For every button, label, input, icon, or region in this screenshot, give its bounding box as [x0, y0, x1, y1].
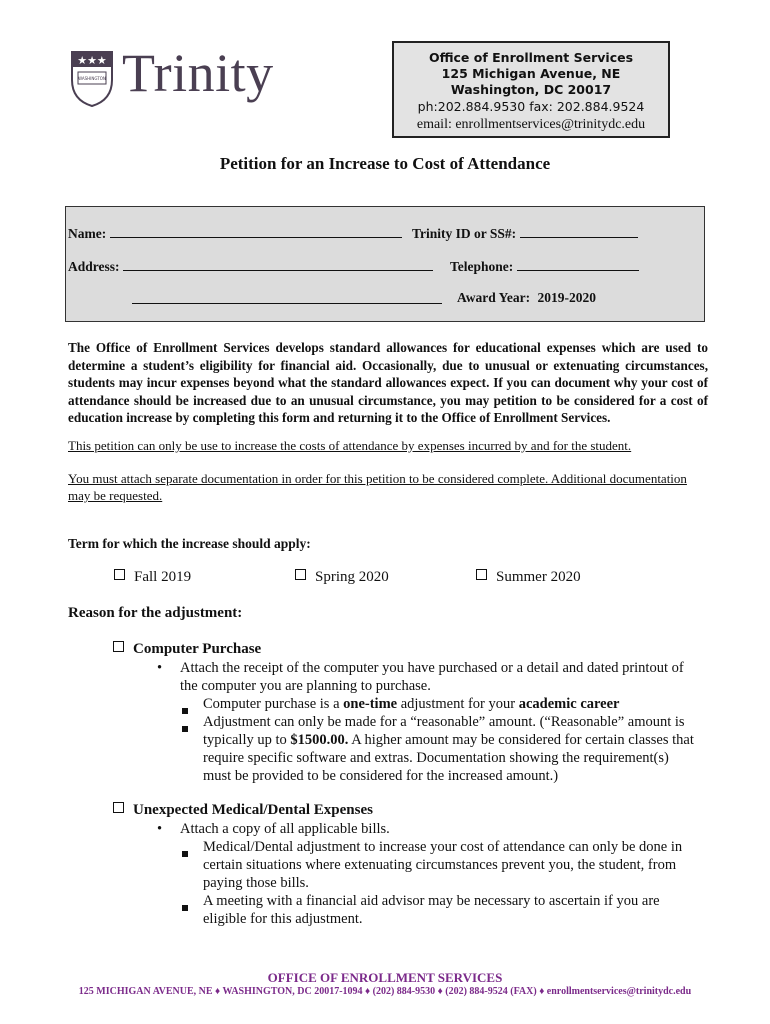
term-heading: Term for which the increase should apply: — [68, 536, 311, 551]
computer-bullet: Attach the receipt of the computer you have purchased or a detail and dated printout of the computer you are planning to purchase. — [180, 660, 684, 694]
footer-office: OFFICE OF ENROLLMENT SERVICES — [267, 970, 503, 985]
reason-computer[interactable] — [113, 641, 261, 658]
crest-icon — [70, 50, 114, 108]
note-student-expenses: This petition can only be use to increase the costs of attendance by expenses incurred by and for the student. — [68, 438, 632, 453]
medical-sub2-text: A meeting with a financial aid advisor may be necessary to ascertain if you are eligible for this adjustment. — [203, 893, 660, 927]
intro-paragraph: The Office of Enrollment Services develops standard allowances for educational expenses which are used to determine a student’s eligibility for financial aid. Occasionally, due to unusual or extenuating circumstances, students may incur expenses beyond what the standard allowances expect. If you can document why your cost of attendance should be increased due to an unusual circumstance, you may petition to be considered for a cost of education increase by completing this form and returning it to the Office of Enrollment Services. — [68, 340, 708, 426]
trinity-id-field[interactable] — [520, 224, 638, 238]
svg-text:WASHINGTON: WASHINGTON — [78, 76, 106, 81]
telephone-field[interactable] — [517, 257, 639, 271]
square-bullet — [182, 851, 188, 857]
medical-details — [157, 820, 697, 928]
fall-checkbox[interactable] — [114, 569, 125, 580]
address-label: Address: — [68, 259, 120, 274]
footer-address: 125 MICHIGAN AVENUE, NE ♦ WASHINGTON, DC 20017-1094 ♦ (202) 884-9530 ♦ (202) 884-9524 (FAX) ♦ enrollmentservices@trinitydc.edu — [78, 986, 692, 997]
computer-sub2-text2: A higher amount may be considered for certain classes that require specific software and extras. Documentation showing the requirement(s) must be provided to be considered for the increased amount.) — [203, 732, 694, 784]
office-name: Office of Enrollment Services — [428, 50, 634, 65]
square-bullet — [182, 708, 188, 714]
term-spring[interactable] — [295, 569, 389, 586]
academic-career-emphasis: academic career — [518, 696, 620, 712]
medical-checkbox[interactable] — [113, 802, 124, 813]
telephone-label: Telephone: — [450, 259, 514, 274]
bullet-dot: • — [157, 821, 163, 837]
bullet-dot: • — [157, 660, 163, 676]
medical-title: Unexpected Medical/Dental Expenses — [133, 802, 373, 818]
office-contact-box — [392, 41, 670, 138]
summer-checkbox[interactable] — [476, 569, 487, 580]
term-fall[interactable] — [114, 569, 191, 586]
amount-emphasis: $1500.00. — [290, 732, 349, 748]
computer-title: Computer Purchase — [133, 641, 262, 657]
computer-checkbox[interactable] — [113, 641, 124, 652]
computer-sub1-text2: adjustment for your — [397, 696, 519, 712]
spring-checkbox[interactable] — [295, 569, 306, 580]
logo-wordmark: Trinity — [122, 43, 274, 103]
office-city: Washington, DC 20017 — [450, 82, 612, 97]
computer-sub2 — [203, 713, 697, 785]
trinity-logo — [70, 43, 310, 110]
name-field[interactable] — [110, 224, 402, 238]
note-documentation: You must attach separate documentation in order for this petition to be considered complete. Additional documentation may be requested. — [68, 471, 687, 503]
square-bullet — [182, 905, 188, 911]
computer-sub1-text: Computer purchase is a — [203, 696, 344, 712]
page-title: Petition for an Increase to Cost of Attendance — [219, 154, 551, 173]
term-fall-label: Fall 2019 — [134, 569, 192, 585]
reason-heading: Reason for the adjustment: — [68, 605, 243, 621]
office-phone-fax: ph:202.884.9530 fax: 202.884.9524 — [417, 99, 645, 114]
term-summer-label: Summer 2020 — [496, 569, 581, 585]
award-year-label: Award Year: — [457, 290, 531, 305]
medical-sub2 — [203, 892, 697, 928]
student-info-box — [65, 206, 705, 322]
name-label: Name: — [68, 226, 107, 241]
one-time-emphasis: one-time — [343, 696, 398, 712]
computer-details — [157, 659, 697, 785]
term-spring-label: Spring 2020 — [315, 569, 389, 585]
medical-sub1 — [203, 838, 697, 892]
term-summer[interactable] — [476, 569, 581, 586]
office-email[interactable]: email: enrollmentservices@trinitydc.edu — [416, 117, 646, 132]
computer-sub2-text: Adjustment can only be made for a “reasonable” amount. (“Reasonable” amount is typically up to — [203, 714, 685, 748]
address-field[interactable] — [123, 257, 433, 271]
medical-sub1-text: Medical/Dental adjustment to increase your cost of attendance can only be done in certain situations where extenuating circumstances prevent you, the student, from paying those bills. — [203, 839, 683, 891]
office-street: 125 Michigan Avenue, NE — [441, 66, 621, 81]
medical-bullet: Attach a copy of all applicable bills. — [180, 821, 390, 837]
trinity-id-label: Trinity ID or SS#: — [412, 226, 517, 241]
svg-text:★★★: ★★★ — [77, 54, 107, 67]
address-line2-field[interactable] — [132, 290, 442, 304]
award-year-value: 2019-2020 — [537, 290, 596, 305]
computer-sub1 — [203, 695, 697, 713]
square-bullet — [182, 726, 188, 732]
reason-medical[interactable] — [113, 802, 373, 819]
